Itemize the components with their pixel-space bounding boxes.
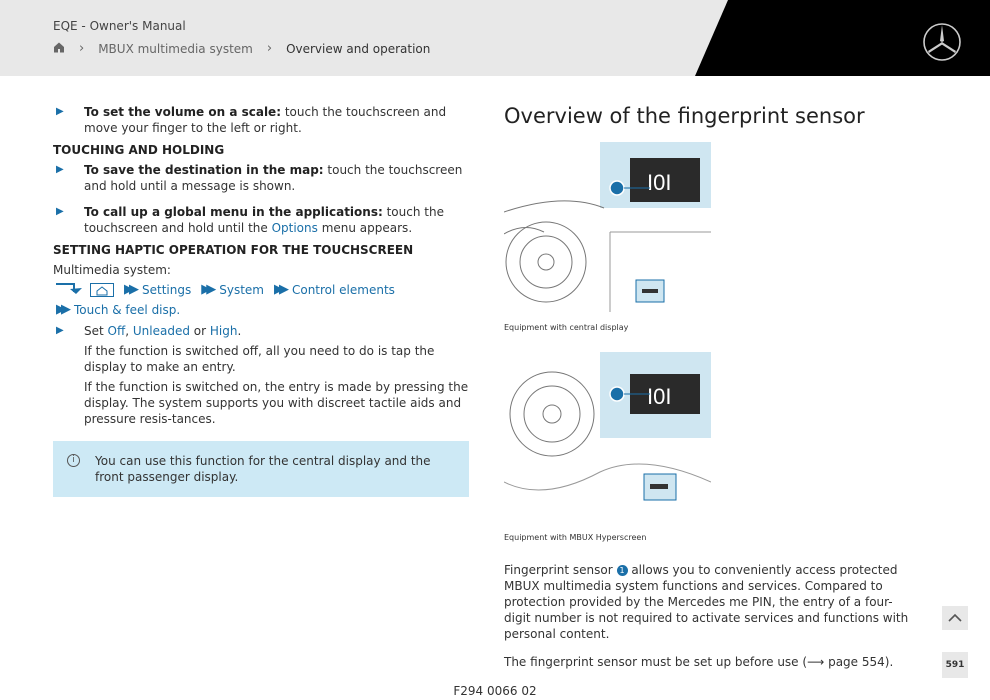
manual-title: EQE - Owner's Manual xyxy=(53,19,186,33)
info-box xyxy=(53,441,469,497)
section-heading: TOUCHING AND HOLDING xyxy=(53,143,225,157)
nav-link-system[interactable]: System xyxy=(219,283,264,297)
item-text: touch the touchscreen and hold until the xyxy=(84,205,444,235)
figure-caption: Equipment with MBUX Hyperscreen xyxy=(504,533,647,542)
figure-caption: Equipment with central display xyxy=(504,323,629,332)
option-unleaded[interactable]: Unleaded xyxy=(132,324,190,338)
separator: . xyxy=(237,324,242,338)
section-title: Overview of the fingerprint sensor xyxy=(504,104,865,128)
list-item xyxy=(53,323,469,339)
nav-link-touch-feel[interactable]: Touch & feel disp. xyxy=(74,303,181,317)
right-column xyxy=(504,104,914,682)
chevron-right-icon: › xyxy=(266,41,273,56)
scroll-up-button[interactable] xyxy=(942,606,968,630)
item-text: touch the touchscreen and hold until a message is shown. xyxy=(84,163,463,193)
breadcrumb-current[interactable]: Overview and operation xyxy=(286,41,431,56)
svg-text:I0I: I0I xyxy=(647,170,672,195)
svg-text:I0I: I0I xyxy=(647,384,672,409)
list-item xyxy=(53,204,469,236)
home-icon[interactable] xyxy=(53,42,65,56)
figure-hyperscreen-illustration xyxy=(504,352,711,522)
section-heading: SETTING HAPTIC OPERATION FOR THE TOUCHSCREEN xyxy=(53,243,414,257)
list-item xyxy=(53,104,469,136)
option-off[interactable]: Off xyxy=(107,324,126,338)
triangle-bullet-icon: ▶ xyxy=(56,206,64,217)
item-text: Set xyxy=(84,324,108,338)
arrow-right-icon xyxy=(56,281,90,299)
item-bold-label: To set the volume on a scale: xyxy=(84,105,281,119)
double-chevron-icon: ▶▶ xyxy=(56,302,66,317)
double-chevron-icon: ▶▶ xyxy=(273,282,284,297)
item-text: touch the touchscreen and move your finger to the left or right. xyxy=(84,105,447,135)
double-chevron-icon: ▶▶ xyxy=(124,282,134,297)
triangle-bullet-icon: ▶ xyxy=(56,164,64,175)
paragraph-setup: The fingerprint sensor must be set up before use (⟶ page 554). xyxy=(504,655,894,669)
item-bold-label: To save the destination in the map: xyxy=(84,163,324,177)
callout-badge: 1 xyxy=(617,565,628,576)
breadcrumb-item[interactable]: MBUX multimedia system xyxy=(98,41,253,56)
nav-link-control-elements[interactable]: Control elements xyxy=(291,283,395,297)
double-chevron-icon: ▶▶ xyxy=(201,282,212,297)
figure-central-display xyxy=(504,142,711,312)
figure-code: F294 0066 02 xyxy=(453,684,537,698)
home-icon[interactable] xyxy=(90,283,114,297)
triangle-bullet-icon: ▶ xyxy=(56,106,64,117)
nav-path-continued xyxy=(56,302,469,318)
separator: or xyxy=(189,324,210,338)
nav-path xyxy=(56,281,469,299)
paragraph-fingerprint xyxy=(504,562,914,642)
separator: , xyxy=(125,324,133,338)
nav-link-settings[interactable]: Settings xyxy=(142,283,192,297)
note-switched-on: If the function is switched on, the entry is made by pressing the display. The system supports you with discreet tactile aids and pressure resis-tances. xyxy=(84,380,469,426)
options-link[interactable]: Options xyxy=(271,221,318,235)
figure-central-display-illustration xyxy=(504,142,711,312)
page-number-button[interactable]: 591 xyxy=(942,652,968,678)
system-label: Multimedia system: xyxy=(53,263,171,277)
breadcrumb xyxy=(53,41,430,56)
info-icon: i xyxy=(67,454,80,467)
para-text: Fingerprint sensor xyxy=(504,563,617,577)
item-text: menu appears. xyxy=(317,221,413,235)
header-bar xyxy=(0,0,990,76)
mercedes-star-logo xyxy=(922,22,962,66)
chevron-up-icon xyxy=(942,606,968,630)
para-text: allows you to conveniently access protected MBUX multimedia system functions and services. Compared to protection provided by the Mercedes me PIN, the entry of a four-digit number is not required to activate services and functions with personal content. xyxy=(504,563,909,641)
figure-hyperscreen xyxy=(504,352,711,522)
left-column xyxy=(53,104,469,497)
note-switched-off: If the function is switched off, all you need to do is tap the display to make an entry. xyxy=(84,344,435,374)
item-bold-label: To call up a global menu in the applications: xyxy=(84,205,383,219)
chevron-right-icon: › xyxy=(79,41,85,56)
info-text: You can use this function for the central display and the front passenger display. xyxy=(95,454,431,484)
triangle-bullet-icon: ▶ xyxy=(56,325,64,336)
list-item xyxy=(53,162,469,194)
option-high[interactable]: High xyxy=(209,324,238,338)
